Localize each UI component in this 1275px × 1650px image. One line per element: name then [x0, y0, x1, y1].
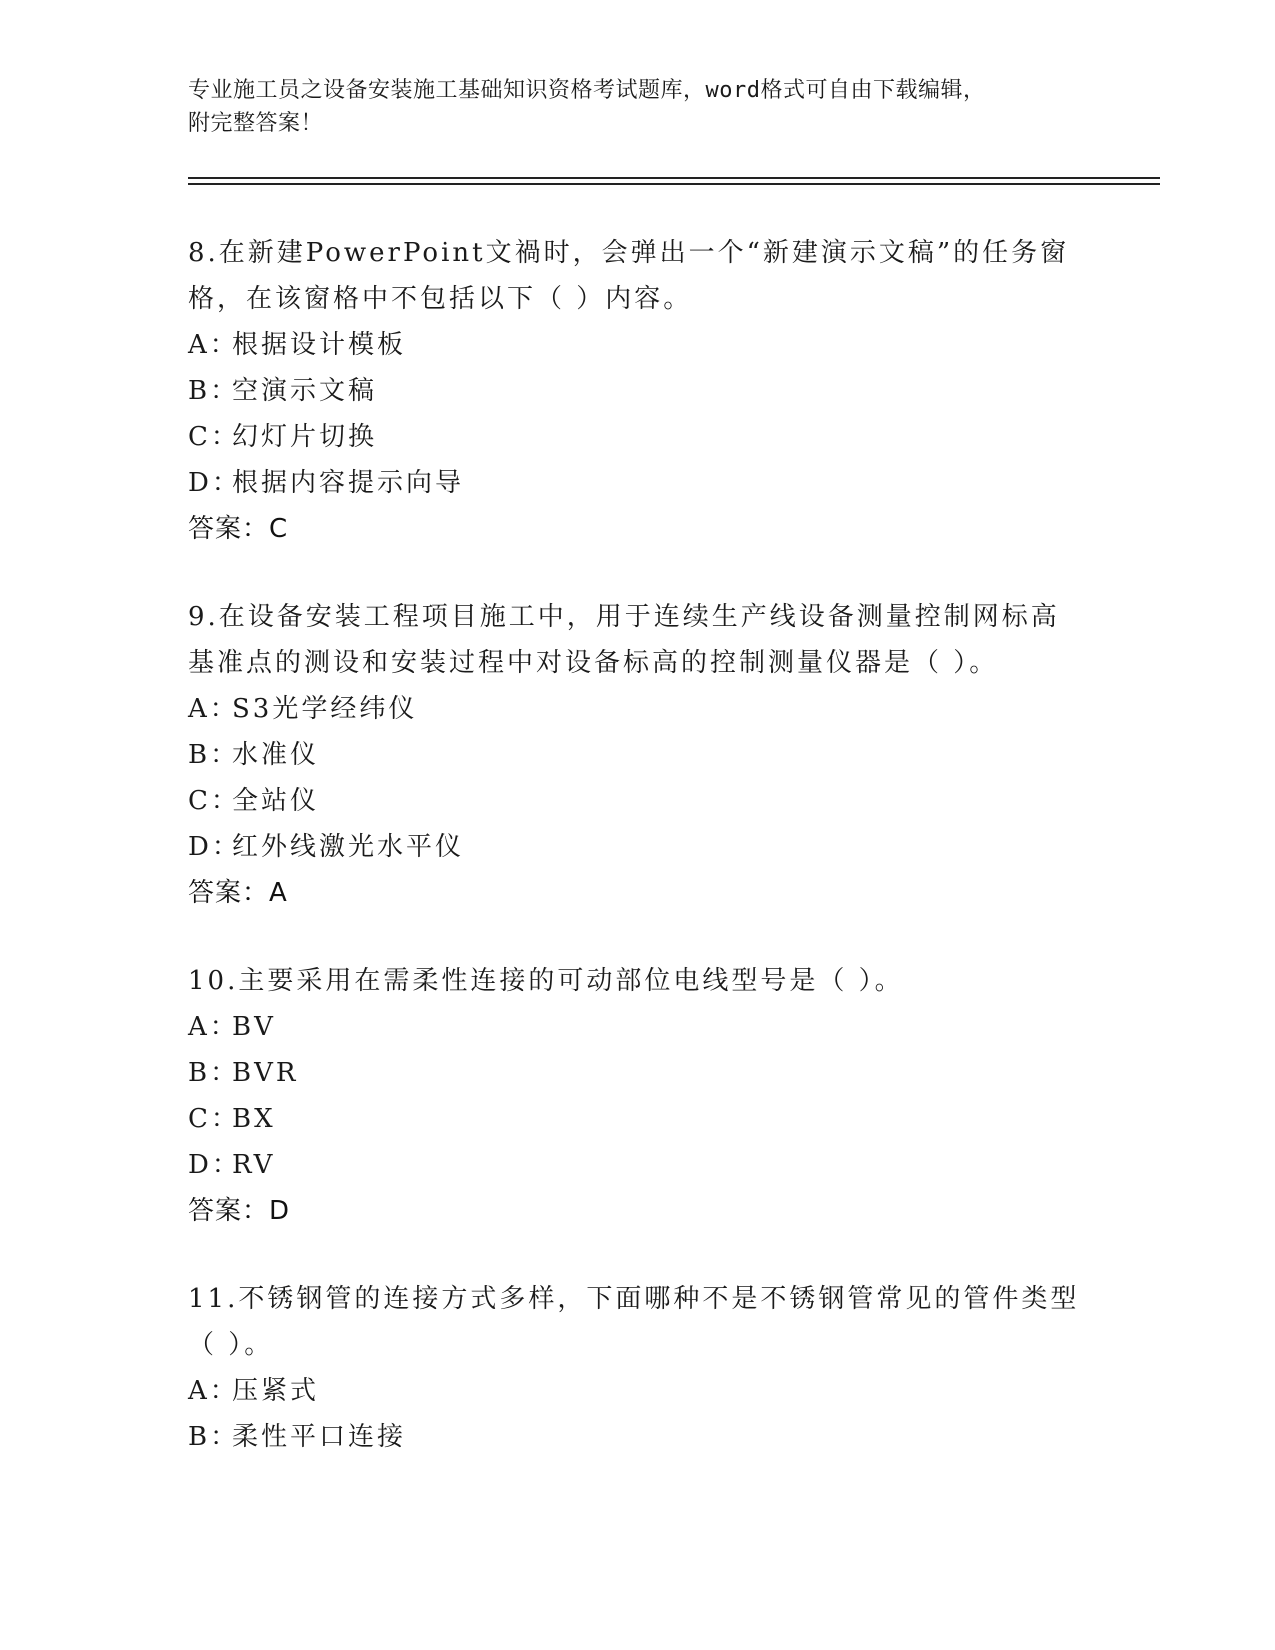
question-stem: 8.在新建PowerPoint文禍时，会弹出一个“新建演示文稿”的任务窗格，在该窗格中不包括以下（ ）内容。: [188, 238, 1070, 314]
option-letter: D：: [188, 468, 241, 498]
option-text: BVR: [232, 1058, 299, 1088]
header-divider-top: [188, 177, 1160, 179]
option-letter: D：: [188, 1150, 241, 1180]
option-text: RV: [232, 1150, 276, 1180]
option-d: [188, 1142, 1088, 1188]
document-header: [188, 74, 1068, 140]
option-a: [188, 1368, 1088, 1414]
option-letter: C：: [188, 1104, 240, 1134]
option-letter: D：: [188, 832, 241, 862]
question-stem: 11.不锈钢管的连接方式多样，下面哪种不是不锈钢管常见的管件类型（ ）。: [188, 1284, 1080, 1360]
option-letter: B：: [188, 1422, 240, 1452]
answer-line: 答案：D: [188, 1196, 291, 1226]
option-text: 空演示文稿: [232, 376, 378, 406]
option-text: S3光学经纬仪: [232, 694, 418, 724]
question-stem: 9.在设备安装工程项目施工中，用于连续生产线设备测量控制网标高基准点的测设和安装过程中对设备标高的控制测量仪器是（ ）。: [188, 602, 1060, 678]
option-d: [188, 824, 1088, 870]
option-letter: B：: [188, 1058, 240, 1088]
option-b: [188, 368, 1088, 414]
question-9: [188, 594, 1088, 916]
option-letter: B：: [188, 740, 240, 770]
option-c: [188, 1096, 1088, 1142]
option-letter: A：: [188, 330, 239, 360]
option-letter: A：: [188, 694, 239, 724]
option-text: 水准仪: [232, 740, 320, 770]
question-8: [188, 230, 1088, 552]
option-text: 压紧式: [232, 1376, 320, 1406]
option-a: [188, 686, 1088, 732]
option-text: 根据内容提示向导: [232, 468, 465, 498]
option-text: 根据设计模板: [232, 330, 407, 360]
option-text: BX: [232, 1104, 276, 1134]
option-text: 幻灯片切换: [232, 422, 378, 452]
header-line-1: 专业施工员之设备安装施工基础知识资格考试题库，word格式可自由下载编辑，: [188, 78, 986, 103]
answer-line: 答案：A: [188, 878, 288, 908]
answer-line: 答案：C: [188, 514, 289, 544]
header-line-2: 附完整答案！: [188, 111, 324, 136]
option-text: BV: [232, 1012, 276, 1042]
option-text: 全站仪: [232, 786, 320, 816]
option-d: [188, 460, 1088, 506]
question-10: [188, 958, 1088, 1234]
option-c: [188, 414, 1088, 460]
option-text: 红外线激光水平仪: [232, 832, 465, 862]
question-11: [188, 1276, 1088, 1460]
question-stem: 10.主要采用在需柔性连接的可动部位电线型号是（ ）。: [188, 966, 904, 996]
option-letter: B：: [188, 376, 240, 406]
option-letter: A：: [188, 1376, 239, 1406]
option-text: 柔性平口连接: [232, 1422, 407, 1452]
header-divider-bottom: [188, 183, 1160, 185]
option-a: [188, 322, 1088, 368]
option-b: [188, 732, 1088, 778]
option-b: [188, 1050, 1088, 1096]
option-letter: A：: [188, 1012, 239, 1042]
option-letter: C：: [188, 422, 240, 452]
option-letter: C：: [188, 786, 240, 816]
option-b: [188, 1414, 1088, 1460]
option-a: [188, 1004, 1088, 1050]
option-c: [188, 778, 1088, 824]
